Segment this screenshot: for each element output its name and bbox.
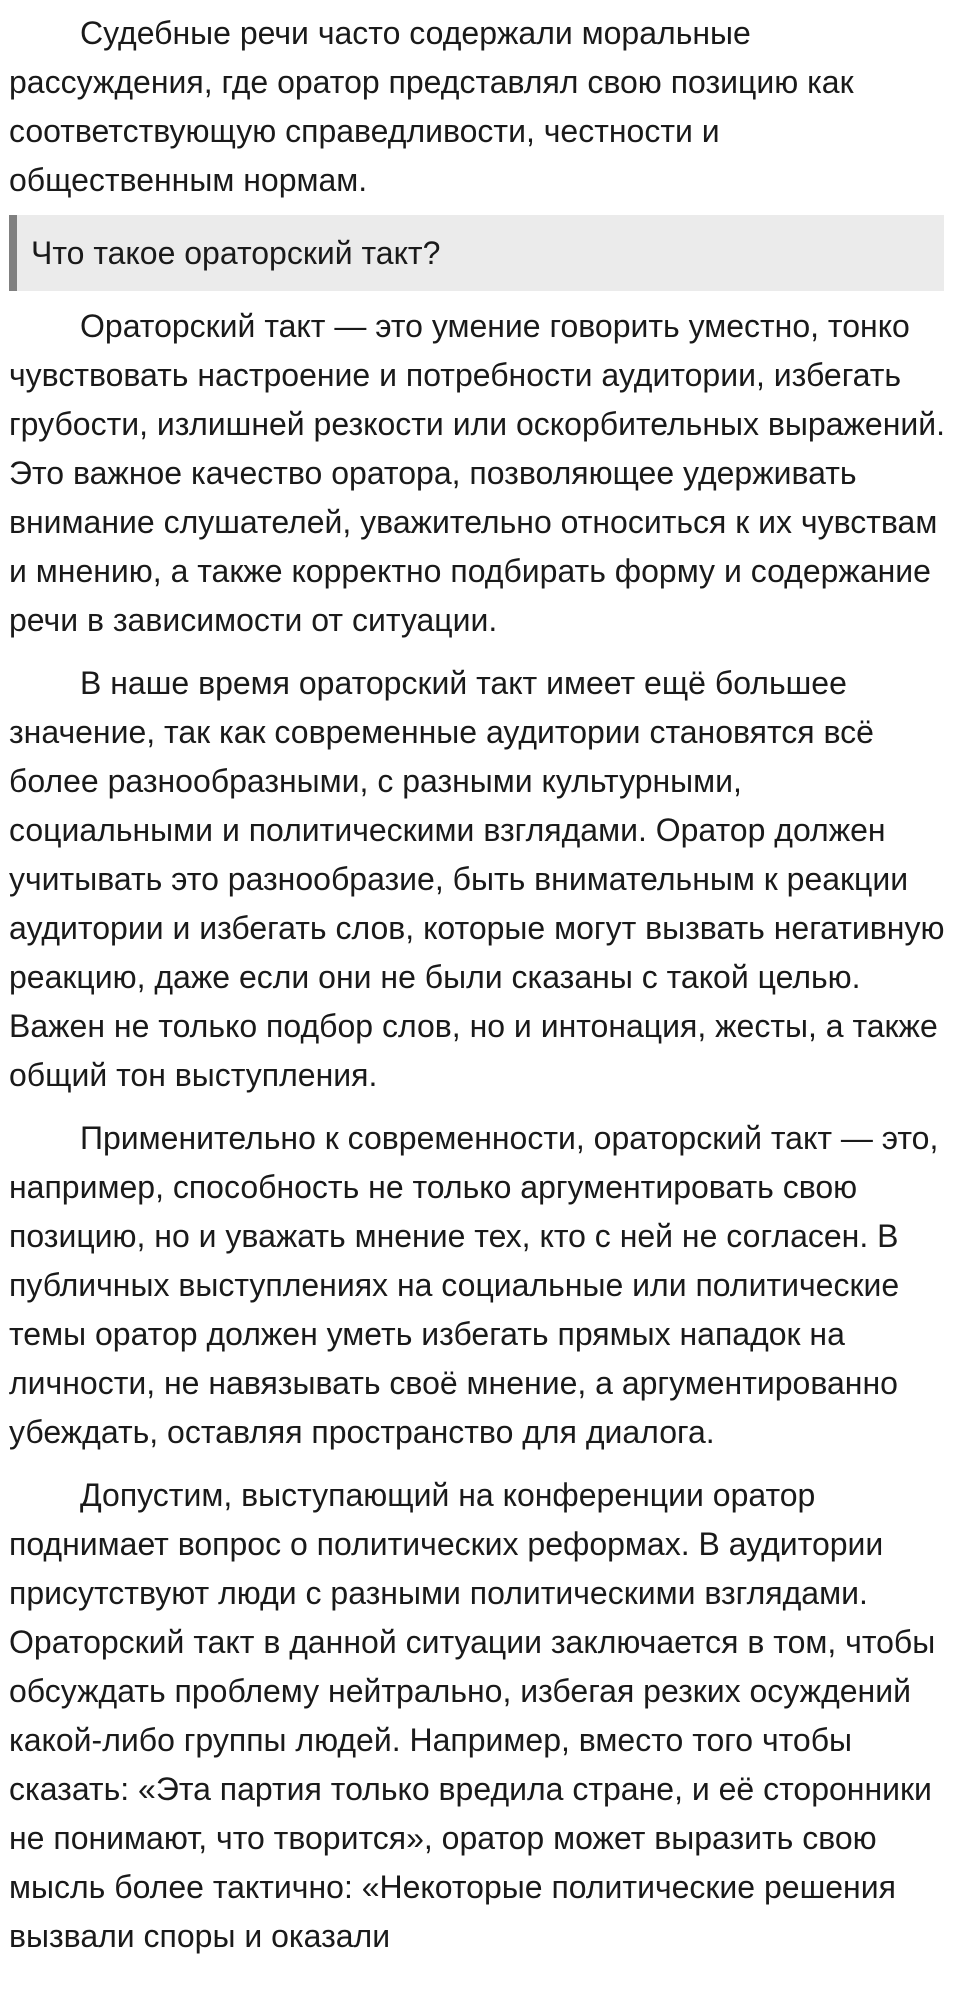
question-text: Что такое ораторский такт? — [31, 235, 441, 271]
document-body — [0, 9, 952, 1961]
paragraph-example: Допустим, выступающий на конференции оратор поднимает вопрос о политических реформах. В аудитории присутствуют люди с разными политическими взглядами. Ораторский такт в данной ситуации заключается в том, чтобы обсуждать проблему нейтрально, избегая резких осуждений какой-либо группы людей. Например, вместо того чтобы сказать: «Эта партия только вредила стране, и её сторонники не понимают, что творится», оратор может выразить свою мысль более тактично: «Некоторые политические решения вызвали споры и оказали — [9, 1477, 936, 1954]
paragraph-judicial-speeches: Судебные речи часто содержали моральные рассуждения, где оратор представлял свою позицию как соответствующую справедливости, честности и общественным нормам. — [9, 15, 854, 198]
paragraph-modern-importance: В наше время ораторский такт имеет ещё большее значение, так как современные аудитории становятся всё более разнообразными, с разными культурными, социальными и политическими взглядами. Оратор должен учитывать это разнообразие, быть внимательным к реакции аудитории и избегать слов, которые могут вызвать негативную реакцию, даже если они не были сказаны с такой целью. Важен не только подбор слов, но и интонация, жесты, а также общий тон выступления. — [9, 665, 945, 1093]
paragraph-modern-application: Применительно к современности, ораторский такт — это, например, способность не только аргументировать свою позицию, но и уважать мнение тех, кто с ней не согласен. В публичных выступлениях на социальные или политические темы оратор должен уметь избегать прямых нападок на личности, не навязывать своё мнение, а аргументированно убеждать, оставляя пространство для диалога. — [9, 1120, 939, 1450]
question-heading — [9, 215, 944, 291]
paragraph-definition: Ораторский такт — это умение говорить уместно, тонко чувствовать настроение и потребности аудитории, избегать грубости, излишней резкости или оскорбительных выражений. Это важное качество оратора, позволяющее удерживать внимание слушателей, уважительно относиться к их чувствам и мнению, а также корректно подбирать форму и содержание речи в зависимости от ситуации. — [9, 308, 945, 638]
